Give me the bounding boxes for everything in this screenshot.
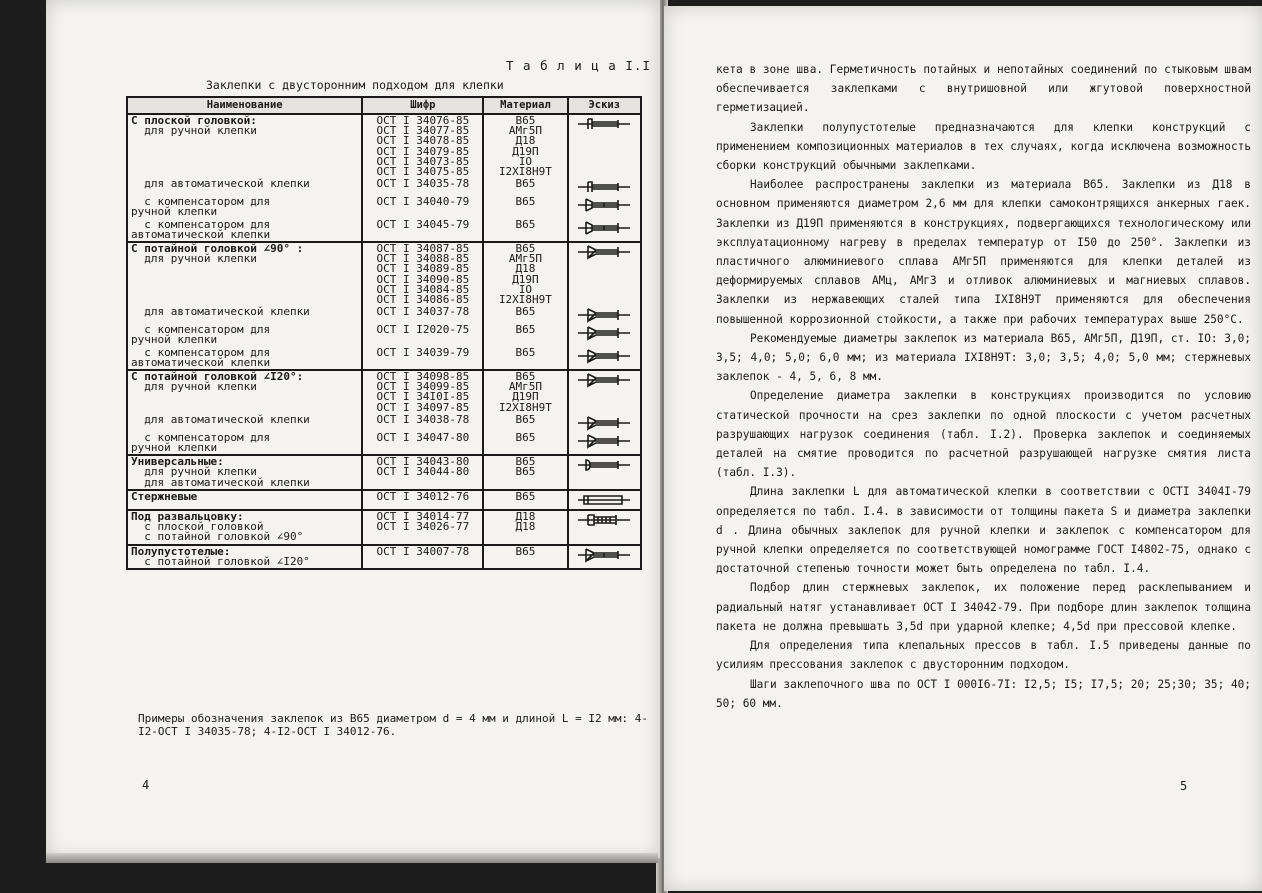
rivet-code-cell-line: ОСТ I 34090-85 xyxy=(376,272,470,286)
rivet-name-cell xyxy=(127,178,362,196)
rivet-name-cell-line: Полупустотелые: xyxy=(131,544,231,558)
rivet-name-cell xyxy=(127,242,362,306)
table-header-row xyxy=(127,97,641,114)
rivet-sketch-cell xyxy=(568,432,641,455)
rivet-material-cell-line: В65 xyxy=(515,412,536,426)
rivet-code-cell-line: ОСТ I 34045-79 xyxy=(376,217,470,231)
col-header-sketch: Эскиз xyxy=(568,97,641,114)
rivet-name-cell-line: Под развальцовку: xyxy=(131,509,244,523)
rivet-name-cell-line: с компенсатором для xyxy=(131,195,271,209)
semi-hollow-rivet-icon xyxy=(574,547,634,563)
rivet-code-cell-line: ОСТ I I2020-75 xyxy=(376,323,470,337)
rivet-code-cell xyxy=(362,545,483,569)
body-paragraph: Шаги заклепочного шва по ОСТ I 000I6-7I: I2,5; I5; I7,5; 20; 25;30; 35; 40; 50; 60 мм. xyxy=(716,677,1251,710)
rivet-name-cell xyxy=(127,545,362,569)
rivet-name-cell-line: для автоматической клепки xyxy=(131,475,310,489)
rivet-material-cell xyxy=(483,490,567,510)
rivet-name-cell-line: для ручной клепки xyxy=(131,380,257,394)
rivet-material-cell-line: I2XI8Н9Т xyxy=(498,293,552,307)
compensator-rivet-icon xyxy=(574,197,634,213)
rivet-material-cell-line: Д18 xyxy=(515,262,536,276)
rivet-material-cell-line: I2XI8Н9Т xyxy=(498,400,552,414)
rivet-code-cell xyxy=(362,242,483,306)
rivet-code-cell-line: ОСТ I 34012-76 xyxy=(376,489,470,503)
rivet-material-cell-line: В65 xyxy=(515,430,536,444)
rivet-material-cell-line: В65 xyxy=(515,544,536,558)
page-number-right: 5 xyxy=(1180,779,1188,793)
rivet-material-cell-line: Д18 xyxy=(515,520,536,534)
table-row xyxy=(127,324,641,346)
table-row xyxy=(127,370,641,414)
rivet-name-cell-line: с компенсатором для xyxy=(131,323,271,337)
rivet-name-cell-line: автоматической клепки xyxy=(131,227,271,241)
rivet-sketch-cell xyxy=(568,306,641,324)
rivet-code-cell-line: ОСТ I 34039-79 xyxy=(376,345,470,359)
rivet-name-cell-line: для автоматической клепки xyxy=(131,305,310,319)
rivet-material-cell-line: АМг5П xyxy=(508,252,542,266)
rivet-name-cell-line: с компенсатором для xyxy=(131,430,271,444)
rivet-code-cell-line: ОСТ I 34087-85 xyxy=(376,242,470,256)
rivet-material-cell xyxy=(483,196,567,218)
rivet-name-cell-line: с плоской головкой xyxy=(131,520,264,534)
rivet-name-cell xyxy=(127,510,362,545)
rivet-name-cell xyxy=(127,306,362,324)
right-page xyxy=(664,6,1262,891)
rivet-code-cell-line: ОСТ I 34073-85 xyxy=(376,154,470,168)
rivet-name-cell-line: ручной клепки xyxy=(131,205,218,219)
rivet-name-cell-line: для автоматической клепки xyxy=(131,412,310,426)
rivet-code-cell-line: ОСТ I 34097-85 xyxy=(376,400,470,414)
rivet-name-cell xyxy=(127,414,362,432)
rivet-code-cell-line: ОСТ I 34076-85 xyxy=(376,114,470,127)
rivet-name-cell xyxy=(127,114,362,178)
countersunk-rivet-icon xyxy=(574,433,634,449)
rivet-sketch-cell xyxy=(568,545,641,569)
rivet-material-cell-line: Д19П xyxy=(512,390,539,404)
countersunk-rivet-icon xyxy=(574,348,634,364)
rivet-sketch-cell xyxy=(568,510,641,545)
rivet-sketch-cell xyxy=(568,490,641,510)
rivet-name-cell-line: с потайной головкой ∠I20° xyxy=(131,554,310,568)
rivet-material-cell xyxy=(483,114,567,178)
rivet-code-cell xyxy=(362,370,483,414)
rivet-material-cell xyxy=(483,347,567,370)
rivet-sketch-cell xyxy=(568,455,641,490)
table-row xyxy=(127,242,641,306)
rivet-sketch-cell xyxy=(568,242,641,306)
rivet-material-cell xyxy=(483,219,567,242)
table-row xyxy=(127,347,641,370)
rivet-code-cell-line: ОСТ I 34038-78 xyxy=(376,412,470,426)
rivet-sketch-cell xyxy=(568,414,641,432)
table-row xyxy=(127,455,641,490)
rivet-name-cell-line: для ручной клепки xyxy=(131,465,257,479)
table-row xyxy=(127,219,641,242)
rivet-name-cell xyxy=(127,324,362,346)
rivet-material-cell xyxy=(483,324,567,346)
body-paragraph: Рекомендуемые диаметры заклепок из материала В65, АМг5П, Д19П, ст. IO: 3,0; 3,5; 4,0; 5,0; 6,0 мм; из материала IXI8Н9Т: 3,0; 3,5; 4,0; 5,0 мм; стержневых заклепок - 4, 5, 6, 8 мм. xyxy=(716,331,1251,384)
rivet-code-cell-line: ОСТ I 34035-78 xyxy=(376,177,470,191)
rivet-code-cell xyxy=(362,432,483,455)
rivet-code-cell-line: ОСТ I 34047-80 xyxy=(376,430,470,444)
rivets-table xyxy=(126,96,642,570)
rivet-material-cell xyxy=(483,242,567,306)
table-row xyxy=(127,432,641,455)
rivet-name-cell-line: для автоматической клепки xyxy=(131,177,310,191)
rivet-sketch-cell xyxy=(568,324,641,346)
rivet-name-cell-line: с компенсатором для xyxy=(131,345,271,359)
col-header-name: Наименование xyxy=(127,97,362,114)
universal-rivet-icon xyxy=(574,457,634,473)
rivet-material-cell-line: В65 xyxy=(515,217,536,231)
rivet-material-cell-line: В65 xyxy=(515,465,536,479)
rivet-material-cell-line: В65 xyxy=(515,177,536,191)
rivet-name-cell-line: автоматической клепки xyxy=(131,355,271,369)
rivet-name-cell-line: С потайной головкой ∠90° : xyxy=(131,242,304,256)
rivet-code-cell-line: ОСТ I 34099-85 xyxy=(376,380,470,394)
rivet-material-cell-line: Д18 xyxy=(515,134,536,148)
rivet-material-cell-line: В65 xyxy=(515,323,536,337)
col-header-material: Материал xyxy=(483,97,567,114)
rivet-code-cell-line: ОСТ I 34089-85 xyxy=(376,262,470,276)
flat-head-rivet-icon xyxy=(574,116,634,132)
left-page xyxy=(46,0,660,858)
rivet-name-cell-line: для ручной клепки xyxy=(131,124,257,138)
rivet-code-cell xyxy=(362,455,483,490)
rivet-material-cell-line: В65 xyxy=(515,455,536,469)
flaring-rivet-icon xyxy=(574,512,634,528)
rivet-material-cell-line: Д19П xyxy=(512,272,539,286)
rivet-name-cell-line: С плоской головкой: xyxy=(131,114,257,127)
table-row xyxy=(127,306,641,324)
table-row xyxy=(127,545,641,569)
rivet-code-cell xyxy=(362,196,483,218)
rivet-material-cell-line: В65 xyxy=(515,242,536,256)
body-paragraph: Длина заклепки L для автоматической клепки в соответствии с ОСТI 3404I-79 определяется по табл. I.4. в зависимости от толщины пакета S и диаметра заклепки d . Длина обычных заклепок для ручной клепки и заклепок с компенсатором для ручной клепки определяется по соответствующей номограмме ГОСТ I4802-75, однако с достаточной степенью точности может быть определена по табл. I.4. xyxy=(716,485,1251,576)
rivet-name-cell-line: С потайной головкой ∠I20°: xyxy=(131,370,304,384)
body-paragraph: Наиболее распространены заклепки из материала В65. Заклепки из Д18 в основном применяются диаметром 2,6 мм для клепки самоконтрящихся анкерных гаек. Заклепки из Д19П применяются в конструкциях, подвергающихся технологическому или эксплуатационному нагреву в пределах температур от I50 до 250°. Заклепки из пластичного алюминиевого сплава АМг5П применяются для клепки деталей из деформируемых сплавов АМц, АМг3 и отливок алюминиевых и магниевых сплавов. Заклепки из нержавеющих сталей типа IXI8Н9Т применяются для обеспечения повышенной коррозионной стойкости, а также при рабочих температурах выше 250°С. xyxy=(716,178,1251,326)
rivet-sketch-cell xyxy=(568,347,641,370)
rivet-sketch-cell xyxy=(568,196,641,218)
compensator-rivet-icon xyxy=(574,220,634,236)
rivet-material-cell xyxy=(483,432,567,455)
rivet-material-cell xyxy=(483,370,567,414)
rivet-material-cell xyxy=(483,510,567,545)
rivet-code-cell-line: ОСТ I 34043-80 xyxy=(376,455,470,469)
rivet-material-cell-line: В65 xyxy=(515,195,536,209)
rivet-code-cell-line: ОСТ I 34040-79 xyxy=(376,195,470,209)
rivet-code-cell xyxy=(362,178,483,196)
page-edge xyxy=(46,853,658,863)
rivet-name-cell xyxy=(127,347,362,370)
countersunk-rivet-icon xyxy=(574,307,634,323)
rivet-code-cell-line: ОСТ I 34037-78 xyxy=(376,305,470,319)
table-number: Т а б л и ц а I.I xyxy=(506,58,651,73)
rivet-code-cell-line: ОСТ I 34007-78 xyxy=(376,544,470,558)
rivet-material-cell xyxy=(483,545,567,569)
rivet-sketch-cell xyxy=(568,219,641,242)
rivet-name-cell xyxy=(127,490,362,510)
countersunk-rivet-icon xyxy=(574,372,634,388)
rivet-code-cell-line: ОСТ I 34077-85 xyxy=(376,124,470,138)
rivet-name-cell-line: с компенсатором для xyxy=(131,217,271,231)
rivet-code-cell xyxy=(362,414,483,432)
rivet-material-cell xyxy=(483,414,567,432)
page-number-left: 4 xyxy=(142,778,150,792)
rivet-name-cell-line: Стержневые xyxy=(131,489,198,503)
body-text xyxy=(716,60,1251,713)
rivet-material-cell-line: I2XI8Н9Т xyxy=(498,165,552,179)
rod-rivet-icon xyxy=(574,492,634,508)
table-caption: Заклепки с двусторонним подходом для клепки xyxy=(206,78,504,92)
body-paragraph: Определение диаметра заклепки в конструкциях производится по условию статической прочности на срез заклепки по одной плоскости с учетом расчетных разрушающих нагрузок соединения (табл. I.2). Проверка заклепок и соединяемых деталей на смятие проводится по расчетной разрушающей нагрузке смятия листа (табл. I.3). xyxy=(716,389,1251,480)
rivet-name-cell-line: Универсальные: xyxy=(131,455,224,469)
body-paragraph: кета в зоне шва. Герметичность потайных и непотайных соединений по стыковым швам обеспечивается заклепками с внутришовной или жгутовой поверхностной герметизацией. xyxy=(716,63,1251,115)
rivet-name-cell-line: ручной клепки xyxy=(131,333,218,347)
rivet-name-cell xyxy=(127,196,362,218)
rivet-name-cell-line: для ручной клепки xyxy=(131,252,257,266)
rivet-sketch-cell xyxy=(568,370,641,414)
rivet-code-cell xyxy=(362,490,483,510)
rivet-sketch-cell xyxy=(568,178,641,196)
rivet-code-cell-line: ОСТ I 34078-85 xyxy=(376,134,470,148)
body-paragraph: Подбор длин стержневых заклепок, их положение перед расклепыванием и радиальный натяг устанавливает ОСТ I 34042-79. При подборе длин заклепок толщина пакета не должна превышать 3,5d при ударной клепке; 4,5d при прессовой клепке. xyxy=(716,581,1251,633)
rivets-table-body xyxy=(127,114,641,569)
designation-example-note: Примеры обозначения заклепок из В65 диаметром d = 4 мм и длиной L = I2 мм: 4-I2-ОСТ I 34035-78; 4-I2-ОСТ I 34012-76. xyxy=(138,712,648,738)
table-row xyxy=(127,178,641,196)
rivet-code-cell-line: ОСТ I 34098-85 xyxy=(376,370,470,384)
rivet-material-cell-line: В65 xyxy=(515,370,536,384)
rivet-name-cell xyxy=(127,432,362,455)
body-paragraph: Заклепки полупустотелые предназначаются для клепки конструкций с применением композиционных материалов в тех случаях, когда исключена возможность сборки конструкций обычными заклепками. xyxy=(716,120,1251,173)
table-row xyxy=(127,490,641,510)
rivet-code-cell-line: ОСТ I 34I0I-85 xyxy=(376,390,470,404)
rivet-material-cell-line: В65 xyxy=(515,114,536,127)
rivet-code-cell xyxy=(362,324,483,346)
rivet-material-cell-line: В65 xyxy=(515,305,536,319)
rivet-code-cell-line: ОСТ I 34079-85 xyxy=(376,144,470,158)
rivet-code-cell xyxy=(362,510,483,545)
rivet-sketch-cell xyxy=(568,114,641,178)
rivet-code-cell-line: ОСТ I 34026-77 xyxy=(376,520,470,534)
rivet-code-cell xyxy=(362,347,483,370)
rivet-material-cell-line: АМг5П xyxy=(508,380,542,394)
rivet-material-cell-line: АМг5П xyxy=(508,124,542,138)
table-row xyxy=(127,510,641,545)
rivet-code-cell-line: ОСТ I 34088-85 xyxy=(376,252,470,266)
table-row xyxy=(127,114,641,178)
body-paragraph: Для определения типа клепальных прессов в табл. I.5 приведены данные по усилиям прессования заклепок с двусторонним подходом. xyxy=(716,639,1251,672)
col-header-code: Шифр xyxy=(362,97,483,114)
rivet-code-cell xyxy=(362,306,483,324)
table-row xyxy=(127,196,641,218)
rivet-code-cell-line: ОСТ I 34044-80 xyxy=(376,465,470,479)
rivet-name-cell-line: с потайной головкой ∠90° xyxy=(131,530,304,544)
rivet-material-cell-line: В65 xyxy=(515,345,536,359)
flat-head-rivet-icon xyxy=(574,179,634,195)
rivet-material-cell-line: Д18 xyxy=(515,509,536,523)
countersunk-rivet-icon xyxy=(574,415,634,431)
rivet-code-cell-line: ОСТ I 34086-85 xyxy=(376,293,470,307)
table-row xyxy=(127,414,641,432)
rivet-name-cell xyxy=(127,219,362,242)
rivet-code-cell-line: ОСТ I 34014-77 xyxy=(376,509,470,523)
rivet-code-cell xyxy=(362,219,483,242)
rivet-material-cell xyxy=(483,455,567,490)
countersunk-rivet-icon xyxy=(574,244,634,260)
rivet-material-cell-line: В65 xyxy=(515,489,536,503)
rivet-name-cell-line: ручной клепки xyxy=(131,441,218,455)
rivet-material-cell-line: IO xyxy=(518,154,533,168)
rivet-code-cell-line: ОСТ I 34075-85 xyxy=(376,165,470,179)
rivet-name-cell xyxy=(127,370,362,414)
rivet-material-cell xyxy=(483,306,567,324)
rivet-material-cell-line: Д19П xyxy=(512,144,539,158)
rivet-code-cell-line: ОСТ I 34084-85 xyxy=(376,282,470,296)
rivet-name-cell xyxy=(127,455,362,490)
rivet-material-cell-line: IO xyxy=(518,282,533,296)
rivet-material-cell xyxy=(483,178,567,196)
countersunk-rivet-icon xyxy=(574,325,634,341)
rivet-code-cell xyxy=(362,114,483,178)
